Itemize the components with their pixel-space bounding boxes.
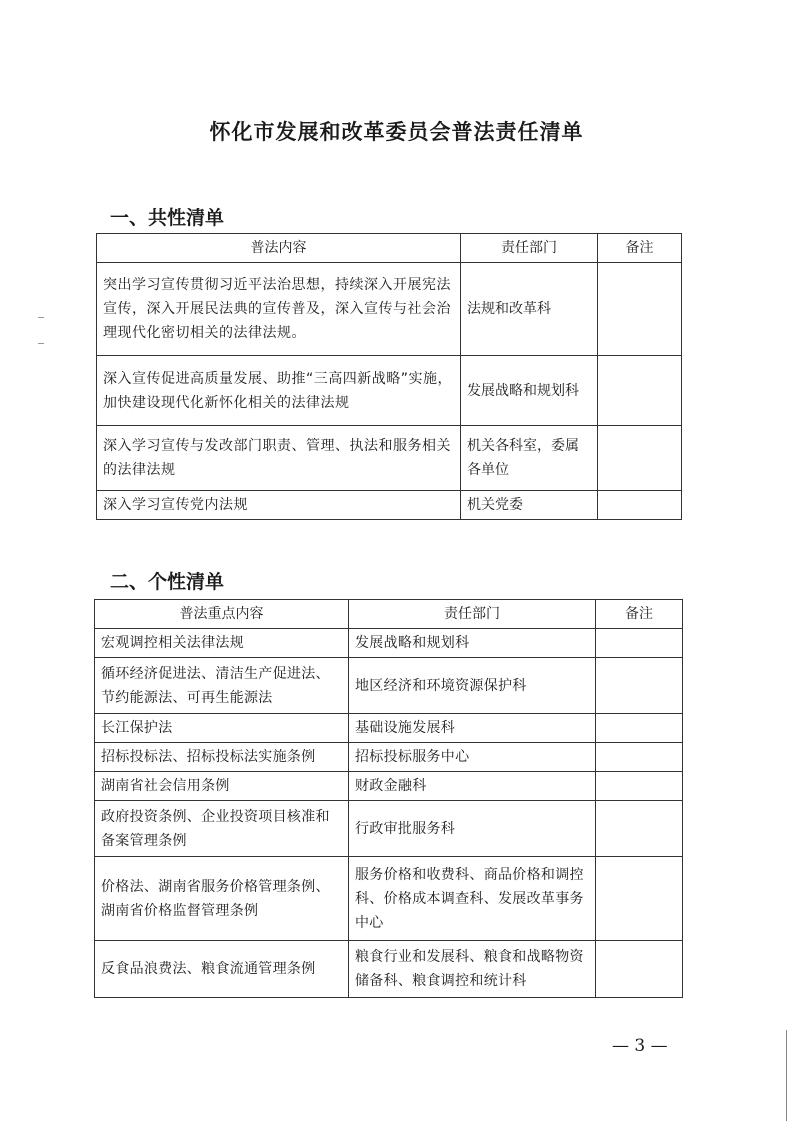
table-row [97, 491, 682, 520]
cell-note [598, 263, 682, 356]
cell-dept: 服务价格和收费科、商品价格和调控科、价格成本调查科、发展改革事务中心 [349, 857, 596, 941]
column-header-note: 备注 [596, 600, 683, 629]
cell-dept: 招标投标服务中心 [349, 743, 596, 772]
table-row [95, 629, 683, 658]
cell-note [598, 356, 682, 426]
column-header-content: 普法重点内容 [95, 600, 349, 629]
cell-content: 深入宣传促进高质量发展、助推“三高四新战略”实施，加快建设现代化新怀化相关的法律法规 [97, 356, 461, 426]
table-row [95, 857, 683, 941]
margin-mark [38, 317, 44, 318]
table-row [95, 658, 683, 714]
table-row [97, 263, 682, 356]
cell-note [598, 426, 682, 491]
table-header-row [97, 234, 682, 263]
cell-note [598, 491, 682, 520]
table-row [95, 801, 683, 857]
cell-content: 反食品浪费法、粮食流通管理条例 [95, 941, 349, 998]
cell-dept: 地区经济和环境资源保护科 [349, 658, 596, 714]
table-header-row [95, 600, 683, 629]
cell-dept: 机关党委 [461, 491, 598, 520]
scan-edge-line [786, 1030, 787, 1121]
cell-note [596, 714, 683, 743]
cell-dept: 发展战略和规划科 [461, 356, 598, 426]
section-heading-specific: 二、个性清单 [110, 571, 225, 593]
table-row [97, 356, 682, 426]
cell-note [596, 857, 683, 941]
cell-note [596, 772, 683, 801]
cell-note [596, 658, 683, 714]
page-number: — 3 — [612, 1036, 668, 1056]
cell-content: 宏观调控相关法律法规 [95, 629, 349, 658]
cell-content: 湖南省社会信用条例 [95, 772, 349, 801]
table-row [95, 941, 683, 998]
cell-dept: 发展战略和规划科 [349, 629, 596, 658]
common-list-table [96, 233, 682, 520]
cell-note [596, 801, 683, 857]
cell-content: 价格法、湖南省服务价格管理条例、湖南省价格监督管理条例 [95, 857, 349, 941]
cell-dept: 财政金融科 [349, 772, 596, 801]
cell-content: 深入学习宣传与发改部门职责、管理、执法和服务相关的法律法规 [97, 426, 461, 491]
table-row [95, 714, 683, 743]
specific-list-table [94, 599, 683, 998]
cell-content: 深入学习宣传党内法规 [97, 491, 461, 520]
cell-dept: 机关各科室，委属各单位 [461, 426, 598, 491]
cell-note [596, 743, 683, 772]
document-title: 怀化市发展和改革委员会普法责任清单 [209, 119, 584, 144]
cell-content: 政府投资条例、企业投资项目核准和备案管理条例 [95, 801, 349, 857]
cell-dept: 粮食行业和发展科、粮食和战略物资储备科、粮食调控和统计科 [349, 941, 596, 998]
cell-dept: 法规和改革科 [461, 263, 598, 356]
section-heading-common: 一、共性清单 [110, 207, 225, 229]
cell-content: 长江保护法 [95, 714, 349, 743]
margin-mark [38, 343, 44, 344]
cell-content: 循环经济促进法、清洁生产促进法、节约能源法、可再生能源法 [95, 658, 349, 714]
table-row [95, 743, 683, 772]
cell-note [596, 629, 683, 658]
cell-dept: 行政审批服务科 [349, 801, 596, 857]
cell-note [596, 941, 683, 998]
cell-dept: 基础设施发展科 [349, 714, 596, 743]
column-header-note: 备注 [598, 234, 682, 263]
column-header-dept: 责任部门 [461, 234, 598, 263]
table-row [95, 772, 683, 801]
cell-content: 招标投标法、招标投标法实施条例 [95, 743, 349, 772]
column-header-content: 普法内容 [97, 234, 461, 263]
table-row [97, 426, 682, 491]
column-header-dept: 责任部门 [349, 600, 596, 629]
cell-content: 突出学习宣传贯彻习近平法治思想，持续深入开展宪法宣传，深入开展民法典的宣传普及，深入宣传与社会治理现代化密切相关的法律法规。 [97, 263, 461, 356]
